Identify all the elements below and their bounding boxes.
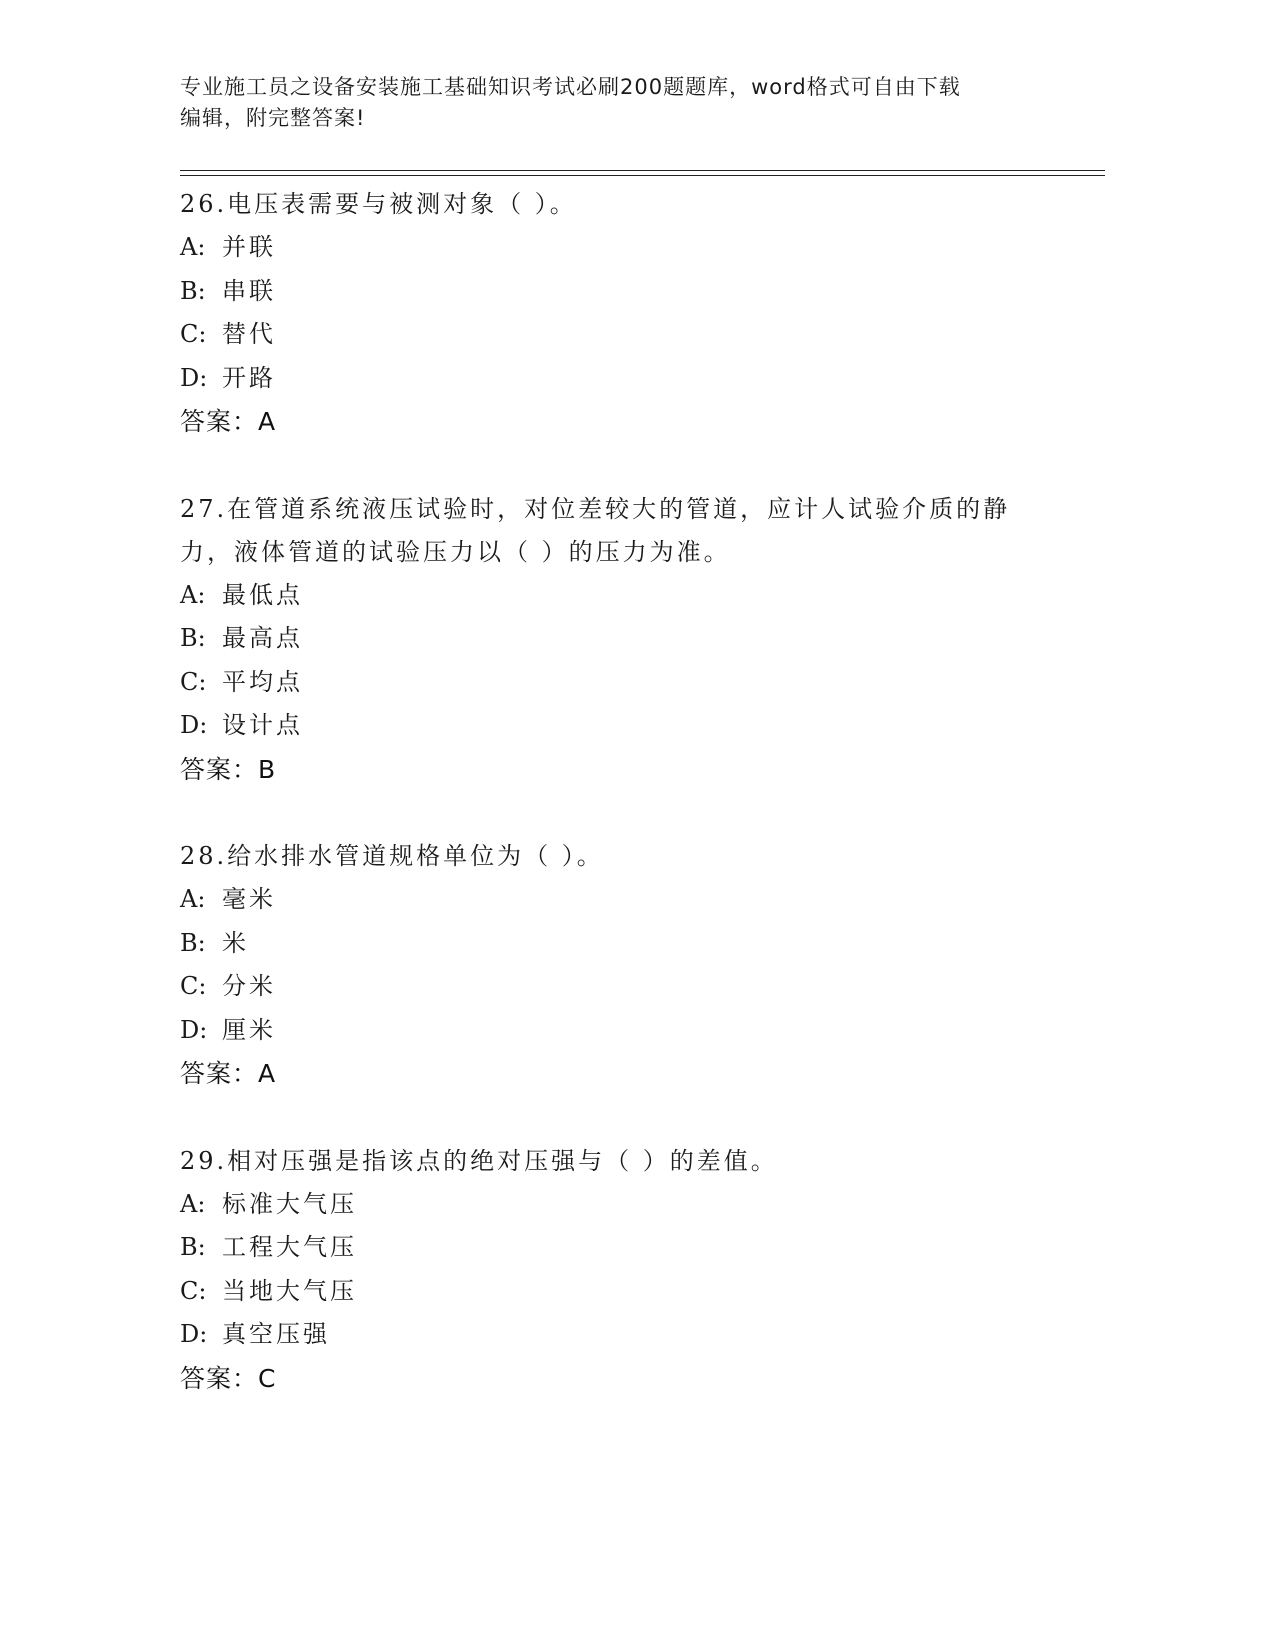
option-text: 开路 — [222, 363, 276, 392]
option-text: 平均点 — [222, 667, 303, 696]
option-text: 厘米 — [222, 1015, 276, 1044]
question-title: 28.给水排水管道规格单位为（ ）。 — [180, 842, 604, 870]
question-list — [180, 183, 1040, 1400]
option-key: D: — [180, 1015, 208, 1044]
question-title: 29.相对压强是指该点的绝对压强与（ ）的差值。 — [180, 1146, 778, 1175]
header-line-2: 编辑，附完整答案! — [180, 106, 366, 130]
option-key: C: — [180, 972, 207, 1000]
option-key: D: — [180, 363, 208, 392]
option-text: 工程大气压 — [222, 1233, 357, 1261]
option-text: 当地大气压 — [222, 1276, 357, 1305]
header-line-1: 专业施工员之设备安装施工基础知识考试必刷200题题库，word格式可自由下载 — [180, 75, 961, 99]
option-a — [180, 1183, 1040, 1227]
option-b — [180, 617, 1040, 661]
option-key: D: — [180, 711, 208, 739]
option-d — [180, 704, 1040, 748]
answer-line: 答案：B — [180, 754, 277, 784]
option-c — [180, 965, 1040, 1009]
question-spacer — [180, 791, 1040, 835]
option-text: 分米 — [222, 972, 276, 1000]
header-divider-bottom — [180, 175, 1105, 176]
option-text: 串联 — [222, 276, 276, 305]
question-27 — [180, 488, 1040, 792]
question-29 — [180, 1140, 1040, 1401]
option-key: C: — [180, 667, 207, 696]
answer-line: 答案：C — [180, 1363, 277, 1393]
answer-line: 答案：A — [180, 1059, 277, 1088]
option-key: D: — [180, 1320, 208, 1348]
option-c — [180, 313, 1040, 357]
option-text: 并联 — [222, 233, 276, 261]
option-a — [180, 226, 1040, 270]
option-a — [180, 878, 1040, 922]
option-key: B: — [180, 1233, 206, 1261]
option-text: 设计点 — [222, 711, 303, 739]
option-d — [180, 1313, 1040, 1357]
question-title: 26.电压表需要与被测对象（ ）。 — [180, 190, 577, 218]
option-text: 真空压强 — [222, 1320, 330, 1348]
option-key: C: — [180, 320, 207, 348]
option-b — [180, 922, 1040, 966]
document-header — [180, 72, 1040, 134]
question-title: 27.在管道系统液压试验时，对位差较大的管道，应计人试验介质的静力，液体管道的试验压力以（ ）的压力为准。 — [180, 494, 1011, 566]
option-c — [180, 1270, 1040, 1314]
option-d — [180, 357, 1040, 401]
option-b — [180, 270, 1040, 314]
option-key: B: — [180, 928, 206, 957]
option-b — [180, 1226, 1040, 1270]
question-spacer — [180, 1096, 1040, 1140]
option-d — [180, 1009, 1040, 1053]
option-a — [180, 574, 1040, 618]
option-key: A: — [180, 233, 206, 261]
option-key: C: — [180, 1276, 207, 1305]
option-key: B: — [180, 624, 206, 652]
option-key: A: — [180, 580, 206, 609]
option-key: A: — [180, 885, 206, 913]
option-c — [180, 661, 1040, 705]
option-text: 最低点 — [222, 580, 303, 609]
option-key: B: — [180, 276, 206, 305]
answer-line: 答案：A — [180, 407, 277, 436]
option-text: 米 — [222, 928, 249, 957]
option-text: 毫米 — [222, 885, 276, 913]
option-key: A: — [180, 1189, 206, 1218]
question-26 — [180, 183, 1040, 444]
option-text: 最高点 — [222, 624, 303, 652]
option-text: 标准大气压 — [222, 1189, 357, 1218]
header-divider-top — [180, 170, 1105, 171]
question-28 — [180, 835, 1040, 1096]
option-text: 替代 — [222, 320, 276, 348]
question-spacer — [180, 444, 1040, 488]
